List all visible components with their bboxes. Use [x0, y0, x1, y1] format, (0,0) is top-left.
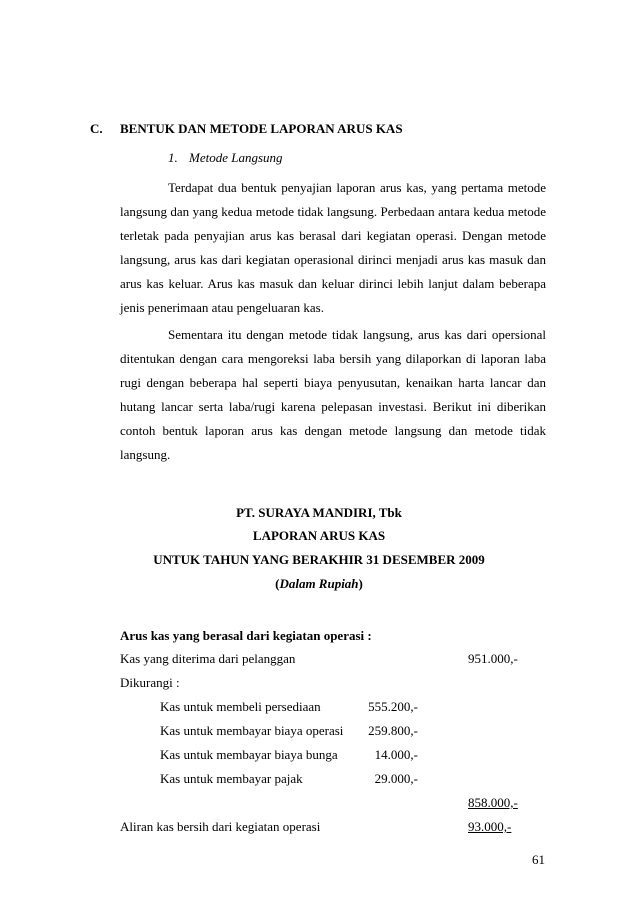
- paragraph-line: langsung, arus kas dari kegiatan operasional dirinci menjadi arus kas masuk dan: [120, 252, 546, 267]
- less-label: Dikurangi :: [120, 675, 180, 690]
- receipts-label: Kas yang diterima dari pelanggan: [120, 651, 296, 666]
- subsection-number: 1.: [168, 150, 178, 165]
- report-company: PT. SURAYA MANDIRI, Tbk: [236, 505, 402, 520]
- net-label: Aliran kas bersih dari kegiatan operasi: [120, 819, 321, 834]
- deduction-value: 29.000,-: [374, 771, 418, 786]
- net-value: 93.000,-: [468, 819, 512, 834]
- paragraph-line: arus kas keluar. Arus kas masuk dan keluar dirinci lebih lanjut dalam beberapa: [120, 276, 546, 291]
- section-label: C.: [90, 121, 103, 136]
- paragraph-line: hutang lancar serta laba/rugi karena pelepasan investasi. Berikut ini diberikan: [120, 399, 546, 414]
- paragraph-line: rugi dengan beberapa hal seperti biaya penyusutan, kenaikan harta lancar dan: [120, 375, 546, 390]
- subsection-title: Metode Langsung: [189, 150, 283, 165]
- paragraph-line: Sementara itu dengan metode tidak langsung, arus kas dari opersional: [168, 327, 546, 342]
- paragraph-line: jenis penerimaan atau pengeluaran kas.: [120, 300, 324, 315]
- deduction-label: Kas untuk membeli persediaan: [160, 699, 321, 714]
- report-period: UNTUK TAHUN YANG BERAKHIR 31 DESEMBER 2009: [153, 552, 485, 567]
- deductions-total: 858.000,-: [468, 795, 518, 810]
- deduction-value: 14.000,-: [374, 747, 418, 762]
- report-title: LAPORAN ARUS KAS: [252, 528, 386, 543]
- deduction-label: Kas untuk membayar pajak: [160, 771, 303, 786]
- report-section-title: Arus kas yang berasal dari kegiatan operasi :: [120, 628, 372, 643]
- paragraph-line: langsung dan yang kedua metode tidak langsung. Perbedaan antara kedua metode: [120, 204, 546, 219]
- paragraph-line: contoh bentuk laporan arus kas dengan metode langsung dan metode tidak: [120, 423, 546, 438]
- report-currency: (Dalam Rupiah): [275, 576, 363, 591]
- deduction-label: Kas untuk membayar biaya bunga: [160, 747, 338, 762]
- paragraph-line: langsung.: [120, 447, 171, 462]
- deduction-value: 259.800,-: [368, 723, 418, 738]
- paragraph-line: terletak pada penyajian arus kas berasal dari kegiatan operasi. Dengan metode: [120, 228, 546, 243]
- paragraph-line: Terdapat dua bentuk penyajian laporan arus kas, yang pertama metode: [168, 180, 546, 195]
- section-title: BENTUK DAN METODE LAPORAN ARUS KAS: [120, 121, 403, 136]
- deduction-value: 555.200,-: [368, 699, 418, 714]
- deduction-label: Kas untuk membayar biaya operasi: [160, 723, 344, 738]
- page-number: 61: [532, 852, 545, 867]
- receipts-value: 951.000,-: [468, 651, 518, 666]
- paragraph-line: ditentukan dengan cara mengoreksi laba bersih yang dilaporkan di laporan laba: [120, 351, 546, 366]
